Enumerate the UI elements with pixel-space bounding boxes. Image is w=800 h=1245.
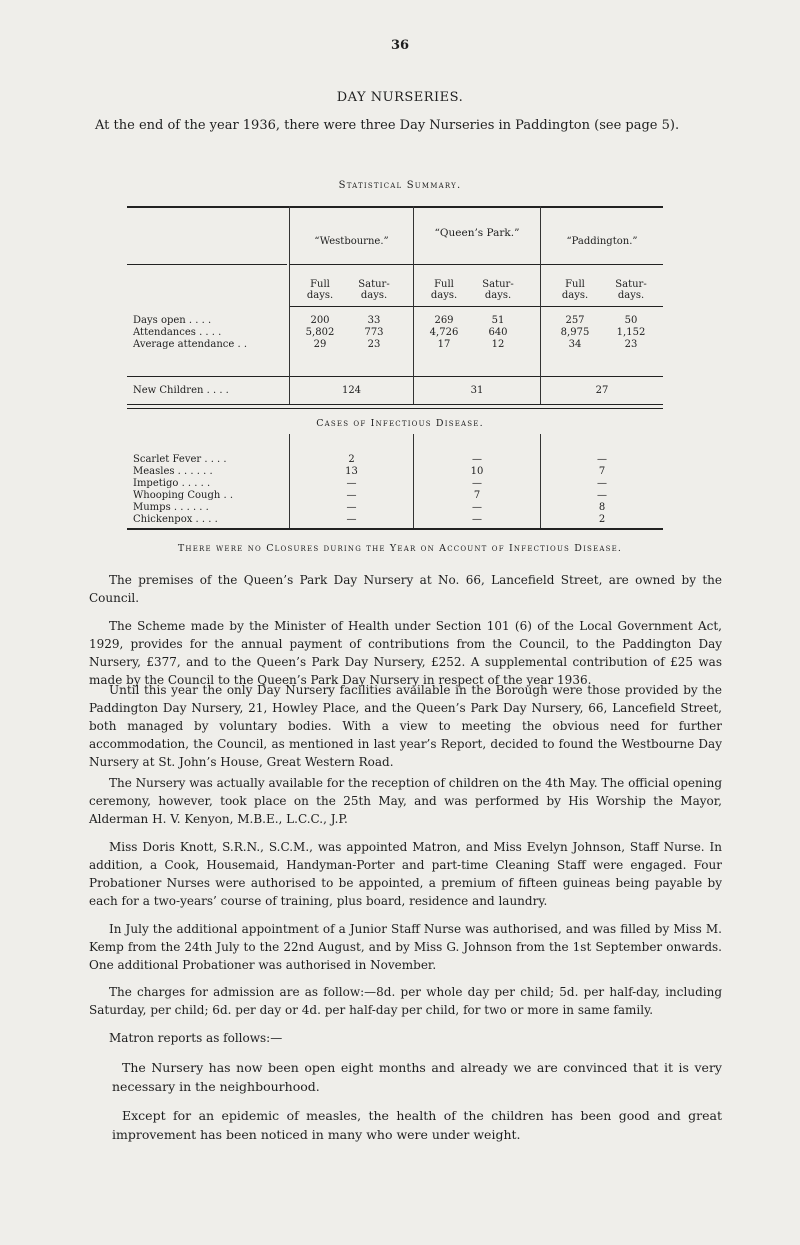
table-cell: 7	[598, 466, 606, 477]
row-label: Chickenpox . . . .	[133, 514, 218, 525]
row-label: Measles . . . . . .	[133, 466, 213, 477]
table-cell: 269	[434, 315, 454, 326]
quoted-paragraph: Except for an epidemic of measles, the health of the children has been good and great improvement has been noticed in many who were under weight.	[112, 1108, 722, 1142]
row-label: Impetigo . . . . .	[133, 478, 211, 489]
table-cell: 34	[568, 339, 582, 350]
quoted-paragraph: The Nursery has now been open eight months and already we are convinced that it is very necessary in the neighbourhood.	[112, 1060, 722, 1094]
closures-note: There were no Closures during the Year on Account of Infectious Disease.	[177, 543, 623, 554]
table-cell: 124	[341, 385, 362, 396]
table-cell: 50	[624, 315, 638, 326]
table-cell: 10	[470, 466, 484, 477]
intro-text: At the end of the year 1936, there were three Day Nurseries in Paddington (see page 5).	[95, 118, 680, 133]
new-children-top-rule	[127, 376, 663, 377]
subheader-satur-days: Satur- days.	[482, 279, 514, 301]
subheader-full-days: Full days.	[306, 279, 334, 301]
table-cell: 23	[367, 339, 381, 350]
statistical-summary-heading: Statistical Summary.	[338, 180, 462, 191]
paragraph: Miss Doris Knott, S.R.N., S.C.M., was appointed Matron, and Miss Evelyn Johnson, Staff Nurse. In addition, a Cook, Housemaid, Handyman-Porter and part-time Cleaning Staff were engaged. Four Probationer Nurses were authorised to be appointed, a premium of fifteen guineas being payable by each for a two-years’ course of training, plus board, residence and laundry.	[89, 840, 722, 908]
subheader-satur-days: Satur- days.	[358, 279, 390, 301]
table-cell: 200	[310, 315, 330, 326]
summary-double-rule	[127, 408, 663, 409]
page-title: DAY NURSERIES.	[336, 90, 464, 105]
subheader-rule	[290, 306, 663, 307]
table-cell: 51	[491, 315, 505, 326]
nursery-header-paddington: “Paddington.”	[566, 236, 638, 247]
paragraph: The premises of the Queen’s Park Day Nursery at No. 66, Lancefield Street, are owned by the Council.	[89, 573, 722, 605]
row-label: Attendances . . . .	[133, 327, 222, 338]
nursery-header-rule	[290, 264, 663, 265]
paragraph: In July the additional appointment of a Junior Staff Nurse was authorised, and was filled by Miss M. Kemp from the 24th July to the 22nd August, and by Miss G. Johnson from the 1st September onwards. One additional Probationer was authorised in November.	[89, 922, 722, 972]
table-cell: 2	[598, 514, 606, 525]
table-cell: 12	[491, 339, 505, 350]
table-cell: 4,726	[429, 327, 459, 338]
table-cell: 29	[313, 339, 327, 350]
table-bottom-rule	[127, 528, 663, 530]
row-label: Days open . . . .	[133, 315, 212, 326]
table-cell: —	[346, 502, 357, 513]
table-cell: —	[472, 502, 482, 513]
paragraph: Until this year the only Day Nursery facilities available in the Borough were those provided by the Paddington Day Nursery, 21, Howley Place, and the Queen’s Park Day Nursery, 66, Lancefield Street, both managed by voluntary bodies. With a view to meeting the obvious need for further accommodation, the Council, as mentioned in last year’s Report, decided to found the Westbourne Day Nursery at St. John’s House, Great Western Road.	[89, 683, 722, 769]
table-cell: —	[472, 514, 482, 525]
table-cell: —	[346, 478, 357, 489]
table-cell: —	[597, 490, 607, 501]
subheader-satur-days: Satur- days.	[615, 279, 647, 301]
column-divider	[413, 206, 414, 404]
table-cell: 1,152	[616, 327, 646, 338]
table-cell: 773	[364, 327, 384, 338]
table-cell: 2	[348, 454, 355, 465]
table-cell: 17	[437, 339, 451, 350]
table-top-rule	[127, 206, 663, 208]
table-cell: 27	[595, 385, 609, 396]
table-cell: —	[472, 454, 482, 465]
subheader-full-days: Full days.	[561, 279, 589, 301]
table-cell: —	[597, 454, 607, 465]
table-cell: 7	[473, 490, 481, 501]
table-cell: —	[472, 478, 482, 489]
page-number: 36	[390, 38, 410, 53]
row-label: Mumps . . . . . .	[133, 502, 209, 513]
table-cell: —	[346, 490, 357, 501]
row-label: Scarlet Fever . . . .	[133, 454, 227, 465]
table-cell: 8	[598, 502, 606, 513]
table-cell: 31	[470, 385, 484, 396]
table-cell: 640	[488, 327, 508, 338]
table-cell: —	[597, 478, 607, 489]
paragraph: The Nursery was actually available for the reception of children on the 4th May. The official opening ceremony, however, took place on the 25th May, and was performed by His Worship the Mayor, Alderman H. V. Kenyon, M.B.E., L.C.C., J.P.	[89, 776, 723, 826]
row-label: Whooping Cough . .	[133, 490, 234, 501]
table-cell: 5,802	[305, 327, 335, 338]
subheader-full-days: Full days.	[430, 279, 458, 301]
row-label: New Children . . . .	[133, 385, 229, 396]
nursery-header-westbourne: “Westbourne.”	[314, 236, 389, 247]
table-cell: 33	[367, 315, 381, 326]
paragraph: The Scheme made by the Minister of Health under Section 101 (6) of the Local Government Act, 1929, provides for the annual payment of contributions from the Council, to the Paddington Day Nursery, £377, and to the Queen’s Park Day Nursery, £252. A supplemental contribution of £25 was made by the Council to the Queen’s Park Day Nursery in respect of the year 1936.	[89, 619, 722, 687]
table-cell: 8,975	[560, 327, 590, 338]
table-cell: 13	[345, 466, 358, 477]
new-children-bottom-rule	[127, 404, 663, 405]
table-cell: 257	[565, 315, 585, 326]
table-cell: —	[346, 514, 357, 525]
infectious-disease-heading: Cases of Infectious Disease.	[316, 418, 484, 429]
paragraph: The charges for admission are as follow:—8d. per whole day per child; 5d. per half-day, including Saturday, per child; 6d. per day or 4d. per half-day per child, for two or more in same family.	[89, 985, 722, 1017]
nursery-header-queens-park: “Queen’s Park.”	[434, 227, 520, 239]
table-cell: 23	[624, 339, 638, 350]
label-header-rule	[127, 264, 287, 265]
paragraph: Matron reports as follows:—	[109, 1031, 283, 1045]
row-label: Average attendance . .	[133, 339, 248, 350]
